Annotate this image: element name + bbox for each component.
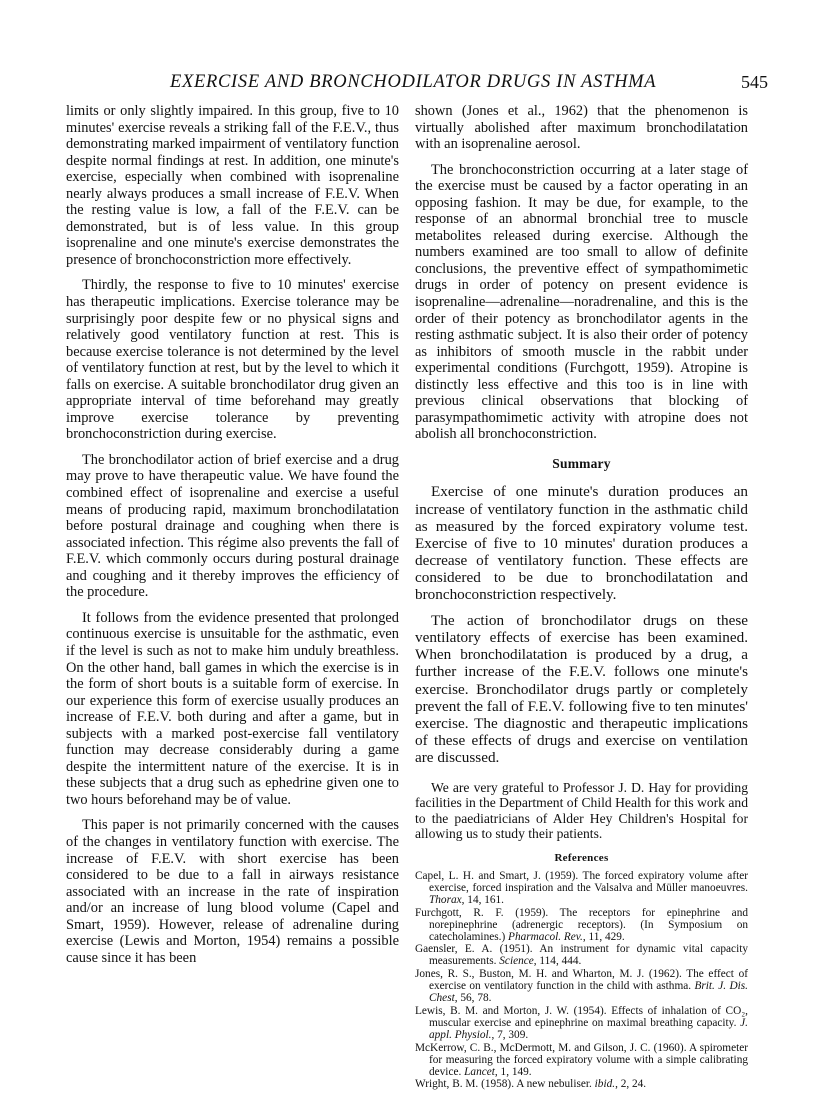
summary-section — [415, 483, 748, 766]
references-list — [415, 870, 748, 1091]
body-paragraph: Thirdly, the response to five to 10 minutes' exercise has therapeutic implications. Exercise tolerance may be surprisingly poor despite few or no physical signs and relatively good ventilatory function at rest. This is because exercise tolerance is not determined by the level of ventilatory function at rest, but by the level to which it falls on exercise. A suitable bronchodilator drug given an appropriate interval of time beforehand may greatly improve exercise tolerance by preventing bronchoconstriction during exercise. — [66, 277, 399, 443]
page-number: 545 — [741, 72, 768, 92]
summary-paragraph: The action of bronchodilator drugs on these ventilatory effects of exercise has been examined. When bronchodilatation is produced by a drug, a further increase of the F.E.V. follows one minute's exercise. Bronchodilator drugs partly or completely prevent the fall of F.E.V. following five to ten minutes' exercise. The diagnostic and therapeutic implications of these effects of drugs and exercise on ventilation are discussed. — [415, 612, 748, 766]
reference-item: Gaensler, E. A. (1951). An instrument for dynamic vital capacity measurements. Science, 114, 444. — [415, 943, 748, 968]
body-paragraph: shown (Jones et al., 1962) that the phenomenon is virtually abolished after maximum bronchodilatation with an isoprenaline aerosol. — [415, 103, 748, 153]
references-heading: References — [554, 852, 609, 865]
left-column — [66, 103, 399, 975]
right-column — [415, 103, 748, 1091]
summary-paragraph: Exercise of one minute's duration produces an increase of ventilatory function in the asthmatic child as measured by the forced expiratory volume test. Exercise of five to 10 minutes' duration produces a decrease of ventilatory function. These effects are considered to be due to bronchodilatation and bronchoconstriction respectively. — [415, 483, 748, 604]
body-paragraph: limits or only slightly impaired. In this group, five to 10 minutes' exercise reveals a striking fall of the F.E.V., thus demonstrating marked impairment of ventilatory function despite normal findings at rest. In addition, one minute's exercise, especially when combined with isoprenaline nearly always produces a small increase of F.E.V. When the resting value is low, a fall of the F.E.V. can be demonstrated, but is of less value. In this group isoprenaline and one minute's exercise demonstrates the presence of bronchoconstriction more effectively. — [66, 103, 399, 268]
reference-item: Furchgott, R. F. (1959). The receptors for epinephrine and norepinephrine (adrenergic receptors). (In Symposium on catecholamines.) Pharmacol. Rev., 11, 429. — [415, 906, 748, 943]
summary-heading: Summary — [552, 455, 611, 471]
reference-item: McKerrow, C. B., McDermott, M. and Gilson, J. C. (1960). A spirometer for measuring the forced expiratory volume with a simple calibrating device. Lancet, 1, 149. — [415, 1041, 748, 1078]
body-paragraph: The bronchoconstriction occurring at a later stage of the exercise must be caused by a factor operating in an opposing fashion. It may be due, for example, to the response of an abnormal bronchial tree to muscle metabolites released during exercise. Although the numbers examined are too small to allow of definite conclusions, the preventive effect of sympathomimetic drugs in order of potency on present evidence is isoprenaline—adrenaline—noradrenaline, and this is the order of their potency as bronchodilator agents in the resting asthmatic subject. It is also their order of potency as inhibitors of smooth muscle in the rabbit under experimental conditions (Furchgott, 1959). Atropine is distinctly less effective and this too is in line with previous clinical observations that blocking of parasympathomimetic activity with atropine does not abolish all bronchoconstriction. — [415, 161, 748, 443]
running-header — [60, 72, 768, 96]
body-paragraph: This paper is not primarily concerned with the causes of the changes in ventilatory function with exercise. The increase of F.E.V. with short exercise has been considered to be due to a fall in airways resistance associated with an increase in the rate of inspiration and/or an increase of lung blood volume (Capel and Smart, 1959). However, release of adrenaline during exercise (Lewis and Morton, 1954) remains a possible cause since it has been — [66, 817, 399, 966]
body-paragraph: It follows from the evidence presented that prolonged continuous exercise is unsuitable for the asthmatic, even if the level is such as not to make him unduly breathless. On the other hand, ball games in which the exercise is in the form of short bouts is a suitable form of exercise. In our experience this form of exercise usually produces an increase of F.E.V. both during and after a game, but in subjects with a marked post-exercise fall ventilatory function may decrease considerably during a game despite the intermittent nature of the exercise. It is in these subjects that a drug such as ephedrine given one to two hours beforehand may be of value. — [66, 609, 399, 808]
body-paragraph: The bronchodilator action of brief exercise and a drug may prove to have therapeutic value. We have found the combined effect of isoprenaline and exercise a useful means of producing rapid, maximum bronchodilatation before postural drainage and coughing when there is associated infection. This régime also prevents the fall of F.E.V. which commonly occurs during postural drainage and coughing and it thereby improves the efficiency of the procedure. — [66, 451, 399, 601]
running-title: EXERCISE AND BRONCHODILATOR DRUGS IN ASTHMA — [170, 72, 657, 92]
reference-item: Lewis, B. M. and Morton, J. W. (1954). Effects of inhalation of CO₂, muscular exercise and epinephrine on maximal breathing capacity. J. appl. Physiol., 7, 309. — [415, 1004, 748, 1041]
reference-item: Wright, B. M. (1958). A new nebuliser. ibid., 2, 24. — [415, 1078, 647, 1091]
reference-item: Jones, R. S., Buston, M. H. and Wharton, M. J. (1962). The effect of exercise on ventilatory function in the child with asthma. Brit. J. Dis. Chest, 56, 78. — [415, 967, 748, 1005]
reference-item: Capel, L. H. and Smart, J. (1959). The forced expiratory volume after exercise, forced inspiration and the Valsalva and Müller manoeuvres. Thorax, 14, 161. — [415, 869, 748, 906]
acknowledgement: We are very grateful to Professor J. D. Hay for providing facilities in the Department of Child Health for this work and to the paediatricians of Alder Hey Children's Hospital for allowing us to study their patients. — [415, 779, 748, 841]
